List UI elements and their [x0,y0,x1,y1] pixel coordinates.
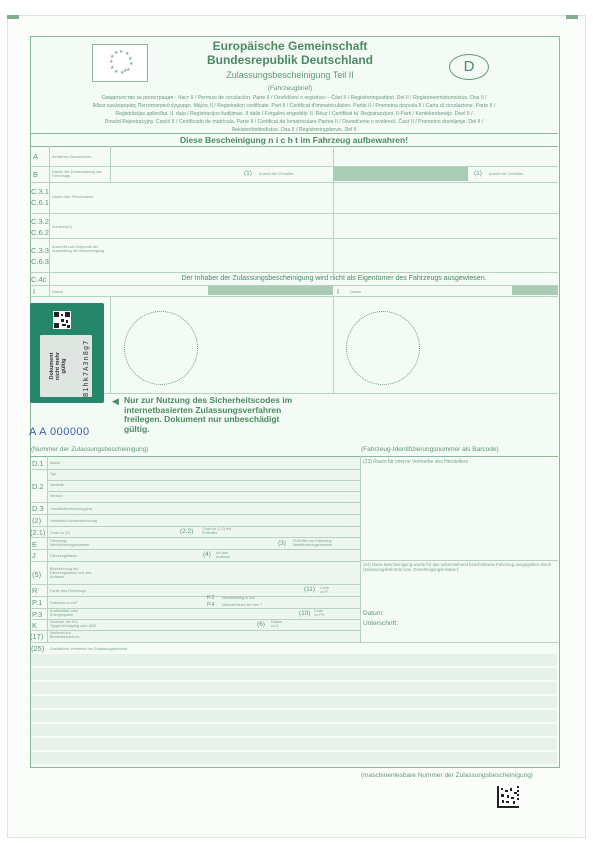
label-color: Farbe des Fahrzeugs [50,589,87,593]
stamp-circle-right [346,311,420,385]
code-P3: P.3 [32,610,43,619]
warning-text: Diese Bescheinigung n i c h t im Fahrzeug aufbewahren! [179,135,409,145]
code-C32: C.3.2 C.6.2 [31,217,49,237]
prev-owner-num: (1) [244,170,252,177]
code-C33: C.3.3 C.6.3 [31,246,49,266]
language-line: Свидетелство за регистрация - Част II / Permiso de circulación. Parte II / Osvědčení o registraci – Část II / Registreringsattest. Del II / Registreerimistunnistus. Osa II / [101,95,487,101]
field-P4-num: P.4 [207,602,215,608]
prev-owner-label: Anzahl der Vorhalter [259,172,294,176]
field-10-label: Code zu P.3 [314,609,325,617]
row-line [47,491,360,492]
language-line: Άδεια κυκλοφορίας Πιστοποιητικό έγγραφο. Μέρος II / Registration certificate. Part II / Certificat d'immatriculation. Partie II / Prometna dozvola II / Carta di circolazione. Parte II / [92,103,496,109]
language-line: Reģistrācijas apliecība. II. daļa / Registracijos liudijimas. II dalis / Forgalmi engedély. II. Rész / Certifikat ta' Reġistrazzjoni. II-Parti / Kentekenbewijs. Deel II / [115,111,473,117]
serial-number: A A 000000 [29,426,90,438]
prev-owner-label-right: Anzahl der Vorhalter [489,172,524,176]
eu-flag-icon [92,44,148,82]
code-E: E [32,540,38,549]
code-C4c: C.4c [31,275,47,284]
column-divider [333,296,334,393]
field-P4-label: Nenndrehzahl bei min⁻¹ [222,603,263,607]
security-text-line: Dokument [49,352,55,380]
code-B: B [33,170,39,179]
row-line [30,642,558,643]
row-line [30,393,558,394]
label-vin: Fahrzeug-Identifizierungsnummer [50,539,90,547]
code-J: J [32,551,36,560]
arrow-left-icon: ◀ [112,396,119,406]
notes-area [31,654,557,764]
field-6-num: (6) [257,621,265,628]
code-17: (17) [30,632,44,641]
label-version: Version [50,494,63,498]
label-operating-permit: Merkmal zur Betriebserlaubnis [50,631,80,639]
label-class-body: Bezeichnung der Fahrzeugklasse und des Aufbaus [50,567,92,579]
signature-label: Unterschrift: [363,620,399,627]
field-11-num: (11) [304,586,316,593]
code-2-1: (2.1) [30,528,46,537]
machine-number-label: (maschinenlesbare Nummer der Zulassungsbescheinigung) [361,772,533,779]
column-divider [110,166,111,182]
green-field [208,286,333,295]
row-line [30,596,360,597]
row-line [30,584,360,585]
label-cert-number: (Nummer der Zulassungsbescheinigung) [31,446,149,453]
row-line [30,549,360,550]
label-trade-name: Handelsbezeichnung(en) [50,507,93,511]
svg-text:★: ★ [126,67,131,73]
security-note: Nur zur Nutzung des Sicherheitscodes im internetbasierten Zulassungsverfahren freilegen. Dokument nur unbeschädigt gültig. [124,395,293,434]
svg-text:★: ★ [119,49,124,55]
security-text [49,344,67,388]
row-line [30,502,360,503]
row-line [30,561,360,562]
owner-note: Der Inhaber der Zulassungsbescheinigung wird nicht als Eigentümer des Fahrzeugs ausgewiesen. [181,275,487,282]
corner-mark-right [566,15,578,19]
datamatrix-code-icon [497,786,519,808]
title-line3: Zulassungsbescheinigung Teil II [226,70,354,80]
code-I-right: I [337,287,340,296]
subtitle: (Fahrzeugbrief) [267,85,313,92]
title-line1: Europäische Gemeinschaft [212,39,368,53]
label-additional-notes: Zusätzliche Vermerke der Zulassungsbehörde [50,647,128,651]
label-date-right: Datum [350,290,362,294]
svg-text:★: ★ [120,70,125,76]
prev-owner-num-right: (1) [474,170,482,177]
label-address: Anschrift zum Zeitpunkt der Ausstellung der Bescheinigung [52,245,105,253]
row-line [361,560,558,561]
svg-text:★: ★ [109,59,114,65]
row-line [30,537,360,538]
label-vin-barcode: (Fahrzeug-Identifizierungsnummer als Barcode) [361,446,499,453]
security-scratch-field[interactable] [40,335,92,397]
svg-text:★: ★ [128,56,133,62]
label-displacement: Hubraum in cm³ [50,601,78,605]
green-field [333,167,468,181]
label-date: Datum [52,290,64,294]
row-line [30,526,360,527]
code-D3: D.3 [32,504,44,513]
security-text-line: gültig [61,358,67,374]
code-C31: C.3.1 C.6.1 [31,187,49,207]
field-10-num: (10) [299,610,311,617]
field-3-label: Prüfziffer zur Fahrzeug-Identifizierungsnummer [293,539,333,547]
svg-text:★: ★ [110,54,115,60]
field-6-label: Datum zu K [271,620,283,628]
country-code-badge: D [449,54,489,80]
code-25: (25) [31,644,45,653]
language-list [36,94,552,134]
svg-text:★: ★ [129,61,134,67]
language-line: Dowód Rejestracyjny. Część II / Certificado de matrícula. Parte II / Certificat de înmatriculare Partea II / Osvedčenie o evidencii. Časť II / Prometno dovoljenje. Del II / [104,119,484,125]
row-line [30,238,558,239]
label-fuel: Kraftstoffart oder Energiequelle [50,609,79,617]
code-2: (2) [32,516,42,525]
column-divider [360,456,361,642]
qr-code-icon [53,311,71,329]
row-line [30,272,558,273]
row-line [47,480,360,481]
code-I: I [33,287,36,296]
label-code-2: Code zu (2) [50,531,70,535]
field-4-label: Art des Aufbaus [216,551,230,559]
field-4-num: (4) [203,551,211,558]
field-2-2-num: (2.2) [180,528,194,535]
field-24: (24) Diese Bescheinigung wurde für das nebenstehend beschriebene Fahrzeug ausgegeben durch (Zulassungsbehörde bzw. Genehmigungsinhaber): [363,562,551,572]
code-D1: D.1 [32,459,44,468]
label-name: Name oder Firmenname [52,195,94,199]
label-first-registration: Datum der Erstzulassung des Fahrzeugs [52,170,102,178]
field-23: (23) Raum für interne Vermerke des Herstellers [363,459,469,465]
green-field [512,286,558,295]
security-text-line: nicht mehr [55,351,61,381]
field-P2-num: P.2 [207,595,215,601]
row-line [30,469,360,470]
title-line2: Bundesrepublik Deutschland [206,53,374,67]
row-line [30,213,558,214]
row-line [30,514,360,515]
column-divider [49,146,50,296]
field-3-num: (3) [278,540,286,547]
stamp-circle-left [124,311,198,385]
code-D2: D.2 [32,482,44,491]
column-divider [110,146,111,166]
code-R: R [32,586,38,595]
svg-text:★: ★ [125,51,130,57]
svg-text:★: ★ [123,68,128,74]
label-make: Marke [50,461,61,465]
language-line: Rekisteröintitodistus. Osa II / Registreringsbevis. Del II [231,127,357,133]
security-code: B1hk7A3n8g7 [82,339,90,397]
corner-mark-left [7,15,19,19]
date-label: Datum: [363,610,384,617]
label-vehicle-class: Fahrzeugklasse [50,554,77,558]
label-registration-number: Amtliches Kennzeichen [52,155,92,159]
label-type-approval: Nummer der EG-Typgenehmigung oder ABE [50,620,97,628]
field-2-2-label: Code zu (2.2) mit Prüfziffer [202,527,232,535]
field-11-label: Code zu R [320,586,330,594]
svg-text:★: ★ [110,65,115,71]
field-P2-label: Nennleistung in kW [222,596,255,600]
label-type: Typ [50,472,57,476]
label-manufacturer-short: Hersteller-Kurzbezeichnung [50,519,97,523]
row-line [30,182,558,183]
column-divider [110,296,111,393]
code-P1: P.1 [32,598,43,607]
code-A: A [33,152,39,161]
label-variant: Variante [50,483,64,487]
label-first-name: Vorname(n) [52,225,72,229]
svg-text:★: ★ [114,50,119,56]
security-code-panel [30,303,104,403]
code-K: K [32,621,38,630]
code-5: (5) [32,570,42,579]
svg-text:★: ★ [114,69,119,75]
